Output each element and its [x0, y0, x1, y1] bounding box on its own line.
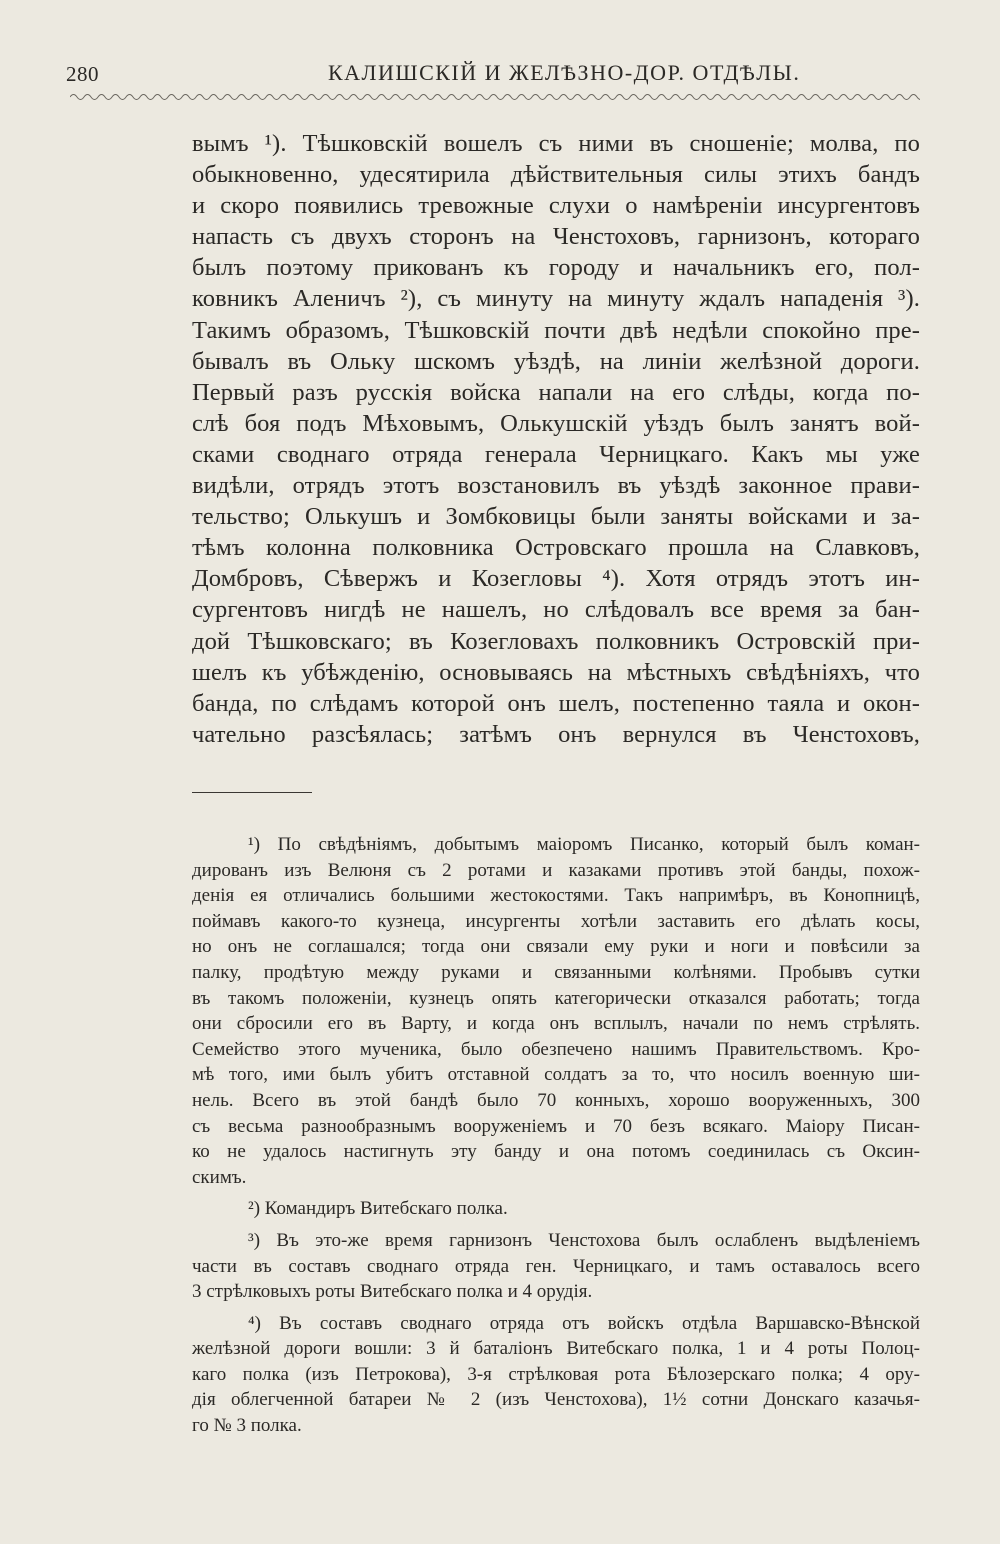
- footnote-line: скимъ.: [192, 1166, 247, 1188]
- footnote-line: 3 стрѣлковыхъ роты Витебскаго полка и 4 орудія.: [192, 1281, 593, 1303]
- page-number: 280: [66, 62, 99, 86]
- footnote-line: каго полка (изъ Петрокова), 3-я стрѣлковая рота Бѣлозерскаго полка; 4 ору-: [192, 1363, 920, 1385]
- footnotes: [192, 832, 920, 1439]
- text-line: тѣмъ колонна полковника Островскаго прошла на Славковъ,: [192, 534, 920, 562]
- text-line: дой Тѣшковскаго; въ Козегловахъ полковникъ Островскій при-: [192, 627, 920, 655]
- text-line: чательно разсѣялась; затѣмъ онъ вернулся въ Ченстоховъ,: [192, 720, 920, 748]
- footnote-rule: [192, 792, 312, 793]
- text-line: и скоро появились тревожные слухи о намѣреніи инсургентовъ: [192, 192, 920, 220]
- text-line: Первый разъ русскія войска напали на его слѣды, когда по-: [192, 378, 920, 406]
- footnote-line: нель. Всего въ этой бандѣ было 70 конныхъ, хорошо вооруженныхъ, 300: [192, 1089, 920, 1111]
- footnote-4: [192, 1311, 920, 1439]
- text-line: вымъ ¹). Тѣшковскій вошелъ съ ними въ сношеніе; молва, по: [192, 130, 920, 157]
- footnote-line: ¹) По свѣдѣніямъ, добытымъ маіоромъ Писанко, который былъ коман-: [248, 834, 920, 855]
- footnote-line: ⁴) Въ составъ своднаго отряда отъ войскъ отдѣла Варшавско-Вѣнской: [248, 1312, 920, 1334]
- text-line: былъ поэтому прикованъ къ городу и начальникъ его, пол-: [192, 254, 920, 282]
- footnote-2: [192, 1196, 920, 1222]
- footnote-line: но онъ не соглашался; тогда они связали ему руки и ноги и повѣсили за: [192, 936, 920, 958]
- text-line: банда, по слѣдамъ которой онъ шелъ, постепенно таяла и окон-: [192, 689, 920, 717]
- footnote-line: Семейство этого мученика, было обезпечено нашимъ Правительствомъ. Кро-: [192, 1038, 920, 1060]
- text-line: шелъ къ убѣжденію, основываясь на мѣстныхъ свѣдѣніяхъ, что: [192, 658, 920, 686]
- footnote-line: поймавъ какого-то кузнеца, инсургенты хотѣли заставить его дѣлать косы,: [192, 910, 920, 932]
- text-line: Такимъ образомъ, Тѣшковскій почти двѣ недѣли спокойно пре-: [192, 316, 920, 344]
- footnote-line: части въ составъ своднаго отряда ген. Черницкаго, и тамъ оставалось всего: [192, 1255, 920, 1277]
- footnote-line: они сбросили его въ Варту, и когда онъ всплылъ, начали по немъ стрѣлять.: [192, 1013, 920, 1035]
- footnote-line: съ весьма разнообразнымъ вооруженіемъ и 70 безъ всякаго. Маіору Писан-: [192, 1115, 920, 1137]
- text-line: напасть съ двухъ сторонъ на Ченстоховъ, гарнизонъ, котораго: [192, 223, 920, 251]
- text-line: тельство; Олькушъ и Зомбковицы были заняты войсками и за-: [192, 503, 920, 531]
- text-line: сками своднаго отряда генерала Черницкаго. Какъ мы уже: [192, 440, 920, 468]
- footnote-line: въ такомъ положеніи, кузнецъ опять категорически отказался работать; тогда: [192, 987, 920, 1009]
- running-title: КАЛИШСКІЙ И ЖЕЛѢЗНО-ДОР. ОТДѢЛЫ.: [328, 60, 801, 85]
- wavy-divider: [70, 90, 920, 104]
- text-line: обыкновенно, удесятирила дѣйствительныя силы этихъ бандъ: [192, 161, 920, 189]
- footnote-line: желѣзной дороги вошли: 3 й баталіонъ Витебскаго полка, 1 и 4 роты Полоц-: [192, 1338, 920, 1360]
- footnote-line: дія облегченной батареи № 2 (изъ Ченстохова), 1½ сотни Донскаго казачья-: [192, 1389, 920, 1411]
- text-line: видѣли, отрядъ этотъ возстановилъ въ уѣздѣ законное прави-: [192, 472, 920, 500]
- main-text: [192, 128, 920, 750]
- footnote-1: [192, 832, 920, 1190]
- footnote-3: [192, 1228, 920, 1305]
- footnote-line: мѣ того, ими былъ убитъ отставной солдатъ за то, что носилъ военную ши-: [192, 1064, 920, 1086]
- footnote-line: дированъ изъ Велюня съ 2 ротами и казаками противъ этой банды, похож-: [192, 859, 920, 881]
- footnote-line: ³) Въ это-же время гарнизонъ Ченстохова былъ ослабленъ выдѣленіемъ: [248, 1229, 920, 1251]
- text-line: слѣ боя подъ Мѣховымъ, Олькушскій уѣздъ былъ занятъ вой-: [192, 409, 920, 437]
- text-line: сургентовъ нигдѣ не нашелъ, но слѣдовалъ все время за бан-: [192, 596, 920, 624]
- text-line: Домбровъ, Сѣвержъ и Козегловы ⁴). Хотя отрядъ этотъ ин-: [192, 565, 920, 593]
- footnote-line: ²) Командиръ Витебскаго полка.: [248, 1198, 508, 1220]
- page-header: [66, 60, 916, 94]
- footnote-line: денія ея отличались большими жестокостями. Такъ напримѣръ, въ Конопницѣ,: [192, 885, 920, 907]
- text-line: ковникъ Аленичъ ²), съ минуту на минуту ждалъ нападенія ³).: [192, 285, 920, 313]
- footnote-line: палку, продѣтую между руками и связанными колѣнями. Пробывъ сутки: [192, 961, 920, 983]
- footnote-line: го № 3 полка.: [192, 1415, 302, 1437]
- text-line: бывалъ въ Ольку шскомъ уѣздѣ, на линіи желѣзной дороги.: [192, 347, 920, 375]
- footnote-line: ко не удалось настигнуть эту банду и она потомъ соединилась съ Оксин-: [192, 1141, 920, 1163]
